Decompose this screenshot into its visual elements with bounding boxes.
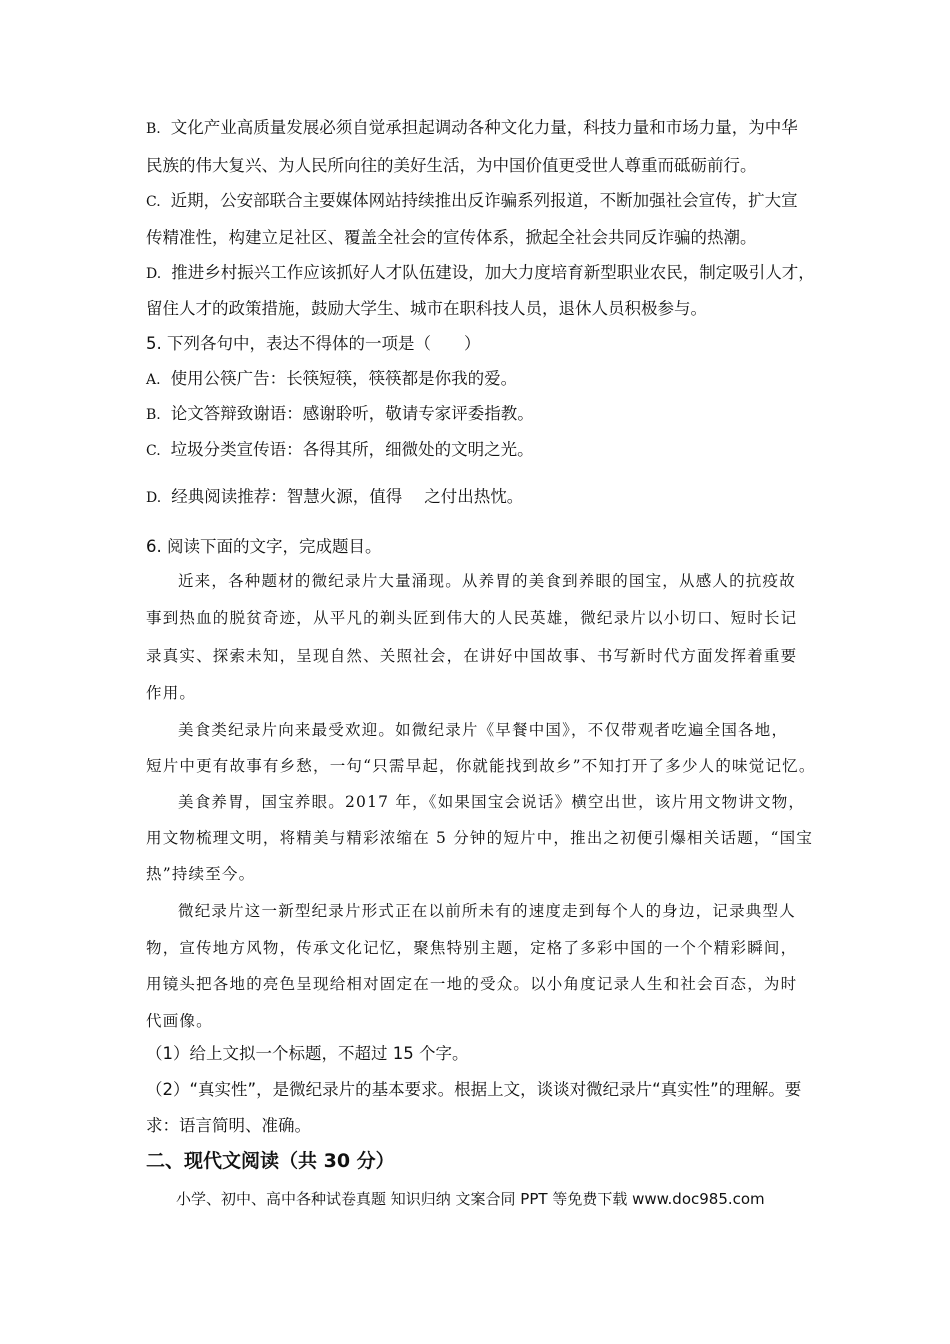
- q6-passage-p2-line2: 短片中更有故事有乡愁，一句“只需早起，你就能找到故乡”不知打开了多少人的味觉记忆。: [146, 757, 816, 775]
- q6-passage-p4-line4: 代画像。: [146, 1012, 213, 1030]
- q5-stem: 5. 下列各句中，表达不得体的一项是（ ）: [146, 334, 481, 353]
- q6-stem: 6. 阅读下面的文字，完成题目。: [146, 537, 382, 556]
- q5-option-d-label: D.: [146, 490, 162, 506]
- q5-option-c-label: C.: [146, 443, 161, 459]
- q4-option-c-label: C.: [146, 194, 161, 210]
- q4-option-c-line1: [146, 190, 798, 213]
- q5-option-a-text: 使用公筷广告：长筷短筷，筷筷都是你我的爱。: [170, 369, 518, 388]
- q6-subquestion-2-line1: （2）“真实性”，是微纪录片的基本要求。根据上文，谈谈对微纪录片“真实性”的理解。要: [146, 1080, 802, 1099]
- q5-option-a-label: A.: [146, 372, 161, 388]
- page-footer: 小学、初中、高中各种试卷真题 知识归纳 文案合同 PPT 等免费下载 www.doc985.com: [176, 1190, 765, 1208]
- q4-option-c-text: 近期，公安部联合主要媒体网站持续推出反诈骗系列报道，不断加强社会宣传，扩大宣: [170, 191, 798, 210]
- q4-option-c-line2: 传精准性，构建立足社区、覆盖全社会的宣传体系，掀起全社会共同反诈骗的热潮。: [146, 228, 757, 247]
- q4-option-d-line2: 留住人才的政策措施，鼓励大学生、城市在职科技人员，退休人员积极参与。: [146, 299, 707, 318]
- q6-passage-p1-line4: 作用。: [146, 684, 197, 702]
- q6-passage-p3-line1: 美食养胃，国宝养眼。2017 年，《如果国宝会说话》横空出世，该片用文物讲文物，: [178, 793, 806, 811]
- section-heading-modern-reading: 二、现代文阅读（共 30 分）: [146, 1150, 395, 1172]
- q4-option-d-line1: [146, 262, 815, 285]
- q5-option-b-label: B.: [146, 407, 161, 423]
- q6-passage-p2-line1: 美食类纪录片向来最受欢迎。如微纪录片《早餐中国》，不仅带观者吃遍全国各地，: [178, 721, 789, 739]
- q6-passage-p4-line3: 用镜头把各地的亮色呈现给相对固定在一地的受众。以小角度记录人生和社会百态，为时: [146, 975, 798, 993]
- q4-option-b-text: 文化产业高质量发展必须自觉承担起调动各种文化力量，科技力量和市场力量，为中华: [170, 118, 798, 137]
- q6-passage-p3-line2: 用文物梳理文明，将精美与精彩浓缩在 5 分钟的短片中，推出之初便引爆相关话题，“国宝: [146, 829, 814, 847]
- q5-option-a: [146, 368, 517, 391]
- q6-passage-p4-line1: 微纪录片这一新型纪录片形式正在以前所未有的速度走到每个人的身边，记录典型人: [178, 902, 796, 920]
- q6-passage-p4-line2: 物，宣传地方风物，传承文化记忆，聚焦特别主题，定格了多彩中国的一个个精彩瞬间，: [146, 939, 798, 957]
- q5-option-d: [146, 486, 523, 509]
- q5-option-c-text: 垃圾分类宣传语：各得其所，细微处的文明之光。: [170, 440, 534, 459]
- q4-option-b-line2: 民族的伟大复兴、为人民所向往的美好生活，为中国价值更受世人尊重而砥砺前行。: [146, 156, 757, 175]
- q6-subquestion-1: （1）给上文拟一个标题，不超过 15 个字。: [146, 1044, 469, 1063]
- q6-subquestion-2-line2: 求：语言简明、准确。: [146, 1116, 311, 1135]
- q4-option-d-label: D.: [146, 266, 162, 282]
- q6-passage-p1-line3: 录真实、探索未知，呈现自然、关照社会，在讲好中国故事、书写新时代方面发挥着重要: [146, 647, 798, 665]
- q4-option-d-text: 推进乡村振兴工作应该抓好人才队伍建设，加大力度培育新型职业农民，制定吸引人才，: [171, 263, 815, 282]
- q5-option-d-text-part2: 之付出热忱。: [424, 487, 524, 506]
- q4-option-b-label: B.: [146, 121, 161, 137]
- q6-passage-p3-line3: 热”持续至今。: [146, 865, 256, 883]
- q4-option-b-line1: [146, 117, 798, 140]
- q5-option-b-text: 论文答辩致谢语：感谢聆听，敬请专家评委指教。: [170, 404, 534, 423]
- q5-option-b: [146, 403, 534, 426]
- q5-option-c: [146, 439, 534, 462]
- q6-passage-p1-line2: 事到热血的脱贫奇迹，从平凡的剃头匠到伟大的人民英雄，微纪录片以小切口、短时长记: [146, 609, 798, 627]
- q5-option-d-text-part1: 经典阅读推荐：智慧火源，值得: [171, 487, 403, 506]
- q6-passage-p1-line1: 近来，各种题材的微纪录片大量涌现。从养胃的美食到养眼的国宝，从感人的抗疫故: [178, 572, 796, 590]
